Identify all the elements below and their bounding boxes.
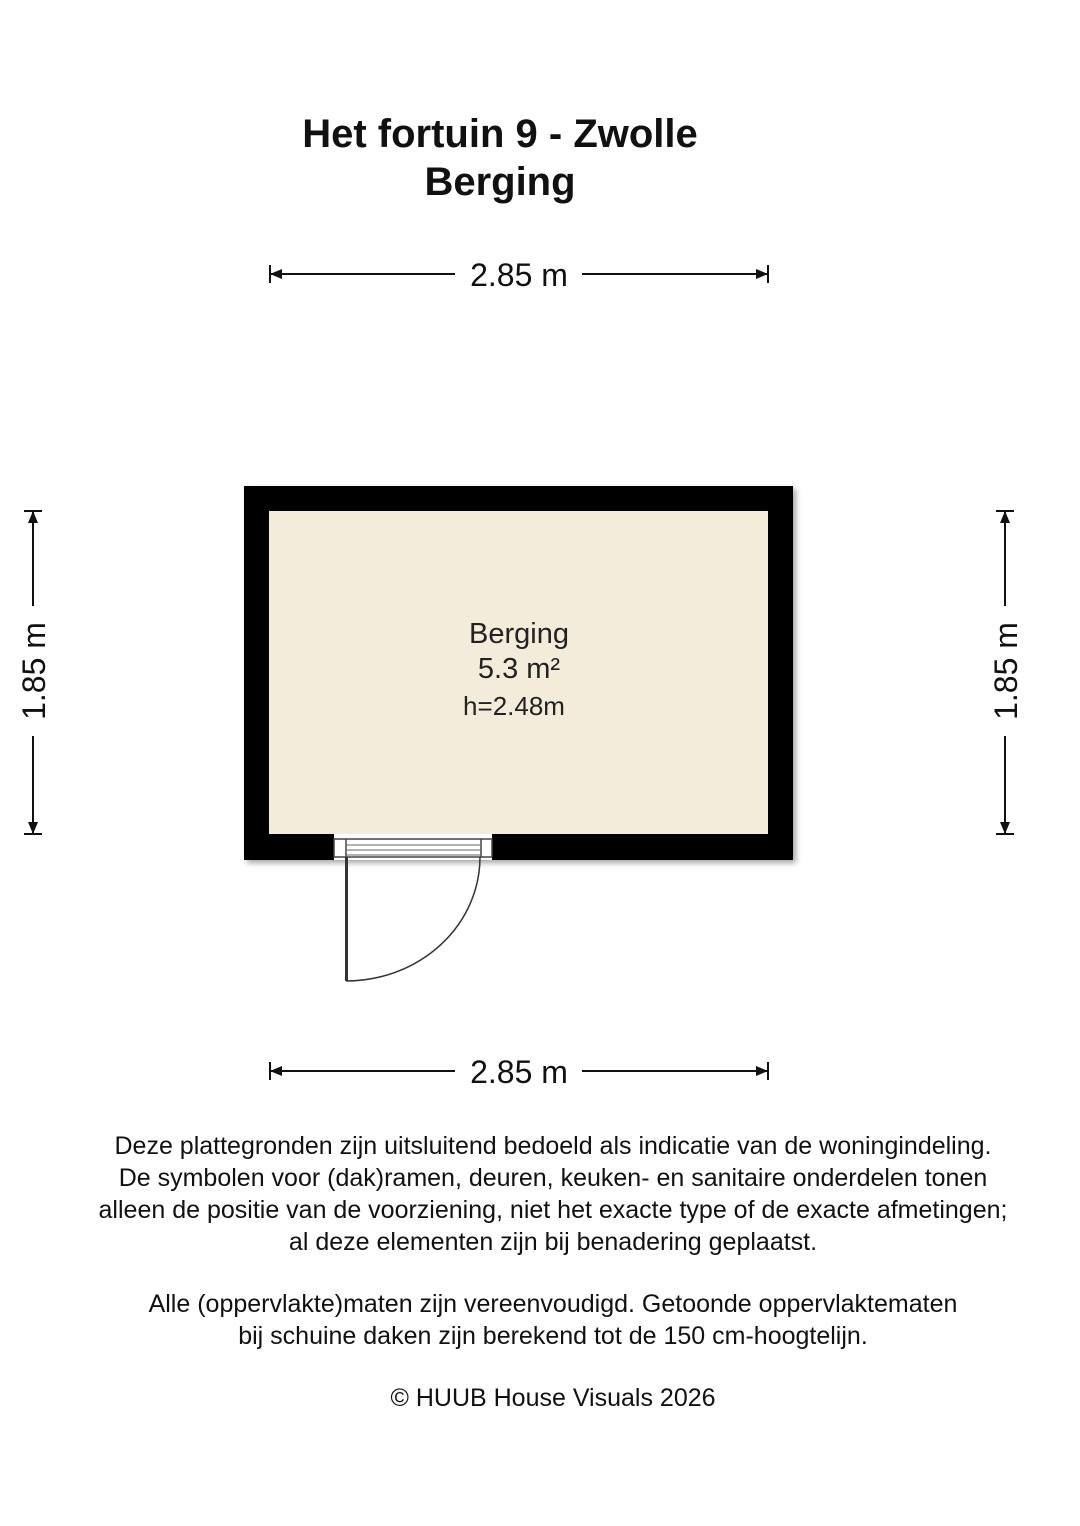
disclaimer-line: Deze plattegronden zijn uitsluitend bedoeld als indicatie van de woningindeling. (114, 1132, 992, 1160)
dimension-left-label: 1.85 m (16, 622, 52, 720)
dimension-left (16, 511, 52, 834)
copyright-notice: © HUUB House Visuals 2026 (390, 1384, 716, 1412)
dimension-bottom-label: 2.85 m (470, 1054, 568, 1090)
disclaimer-line: bij schuine daken zijn berekend tot de 150 cm-hoogtelijn. (238, 1322, 868, 1350)
disclaimer-line: De symbolen voor (dak)ramen, deuren, keuken- en sanitaire onderdelen tonen (118, 1164, 988, 1192)
door (334, 834, 492, 981)
page-title: Het fortuin 9 - Zwolle (302, 112, 698, 156)
dimension-top (270, 257, 768, 293)
room-berging (244, 486, 793, 981)
page-subtitle: Berging (424, 160, 576, 204)
dimension-bottom (270, 1054, 768, 1090)
dimension-right-label: 1.85 m (988, 622, 1024, 720)
room-area: 5.3 m² (477, 653, 561, 685)
room-name: Berging (469, 618, 569, 650)
room-height: h=2.48m (463, 691, 565, 721)
disclaimer-paragraph-1 (20, 1130, 1080, 1258)
dimension-right (988, 511, 1024, 834)
disclaimer-line: alleen de positie van de voorziening, niet het exacte type of de exacte afmetingen; (98, 1196, 1008, 1224)
disclaimer-paragraph-2 (20, 1288, 1080, 1352)
disclaimer-line: Alle (oppervlakte)maten zijn vereenvoudigd. Getoonde oppervlaktematen (148, 1290, 958, 1318)
dimension-top-label: 2.85 m (470, 257, 568, 293)
disclaimer-line: al deze elementen zijn bij benadering geplaatst. (288, 1228, 818, 1256)
